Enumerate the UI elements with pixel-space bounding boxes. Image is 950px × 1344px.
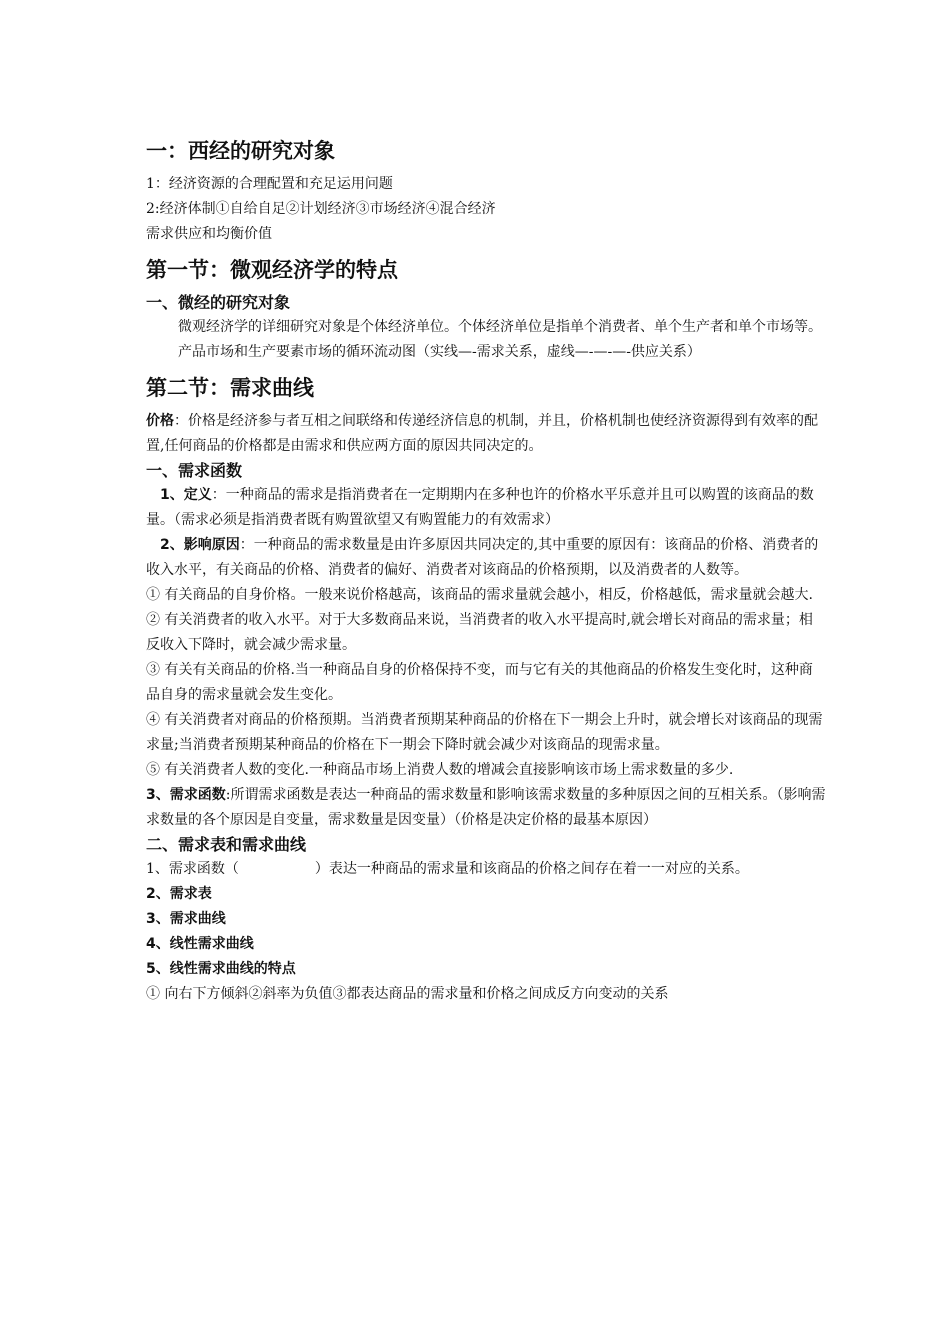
term-label: 2、影响原因 <box>160 537 240 553</box>
list-item: ⑤ 有关消费者人数的变化.一种商品市场上消费人数的增减会直接影响该市场上需求数量的多少. <box>146 762 734 778</box>
list-item-bold: 2、需求表 <box>146 886 212 902</box>
paragraph-line: 1：经济资源的合理配置和充足运用问题 <box>146 176 393 192</box>
paragraph-text: ：一种商品的需求是指消费者在一定期期内在多种也许的价格水平乐意并且可以购置的该商品的数量。（需求必须是指消费者既有购置欲望又有购置能力的有效需求） <box>146 487 814 528</box>
paragraph-text: :所谓需求函数是表达一种商品的需求数量和影响该需求数量的多种原因之间的互相关系。（影响需求数量的各个原因是自变量，需求数量是因变量）（价格是决定价格的最基本原因） <box>146 787 826 828</box>
paragraph-demand-function <box>146 783 826 833</box>
term-label: 1、定义 <box>160 487 212 503</box>
list-item: ① 有关商品的自身价格。一般来说价格越高，该商品的需求量就会越小，相反，价格越低，需求量就会越大. <box>146 587 813 603</box>
paragraph: 产品市场和生产要素市场的循环流动图（实线—-需求关系，虚线—-—-—-供应关系） <box>178 344 701 360</box>
list-item-bold: 3、需求曲线 <box>146 911 226 927</box>
section-heading-demand-curve: 第二节：需求曲线 <box>146 376 314 400</box>
paragraph-factors <box>146 533 826 583</box>
paragraph-text: ）表达一种商品的需求量和该商品的价格之间存在着一一对应的关系。 <box>314 861 749 877</box>
section-heading-micro-features: 第一节：微观经济学的特点 <box>146 258 398 282</box>
list-item-bold: 5、线性需求曲线的特点 <box>146 961 296 977</box>
paragraph-price <box>146 409 826 459</box>
section-heading-research-object: 一：西经的研究对象 <box>146 139 335 163</box>
paragraph: 微观经济学的详细研究对象是个体经济单位。个体经济单位是指单个消费者、单个生产者和单个市场等。 <box>178 319 822 335</box>
term-label: 价格 <box>146 413 174 429</box>
document-body <box>146 130 826 1007</box>
list-item-bold: 4、线性需求曲线 <box>146 936 254 952</box>
paragraph-definition <box>146 483 826 533</box>
subheading-micro-object: 一、微经的研究对象 <box>146 293 291 312</box>
list-item: ② 有关消费者的收入水平。对于大多数商品来说，当消费者的收入水平提高时,就会增长对商品的需求量；相反收入下降时，就会减少需求量。 <box>146 612 813 653</box>
term-label: 3、需求函数 <box>146 787 226 803</box>
paragraph-text: ：一种商品的需求数量是由许多原因共同决定的,其中重要的原因有：该商品的价格、消费者的收入水平，有关商品的价格、消费者的偏好、消费者对该商品的价格预期，以及消费者的人数等。 <box>146 537 819 578</box>
paragraph-text: ：价格是经济参与者互相之间联络和传递经济信息的机制，并且，价格机制也使经济资源得到有效率的配置,任何商品的价格都是由需求和供应两方面的原因共同决定的。 <box>146 413 818 454</box>
paragraph-demand-relation <box>146 857 826 882</box>
paragraph-line: 需求供应和均衡价值 <box>146 226 272 242</box>
paragraph-line: 2:经济体制①自给自足②计划经济③市场经济④混合经济 <box>146 201 496 217</box>
list-item: ③ 有关有关商品的价格.当一种商品自身的价格保持不变，而与它有关的其他商品的价格发生变化时，这种商品自身的需求量就会发生变化。 <box>146 662 813 703</box>
list-item: ④ 有关消费者对商品的价格预期。当消费者预期某种商品的价格在下一期会上升时，就会增长对该商品的现需求量;当消费者预期某种商品的价格在下一期会下降时就会减少对该商品的现需求量。 <box>146 712 823 753</box>
subheading-demand-function: 一、需求函数 <box>146 461 243 480</box>
paragraph-text: 1、需求函数（ <box>146 861 239 877</box>
subheading-demand-table-curve: 二、需求表和需求曲线 <box>146 835 307 854</box>
list-item: ① 向右下方倾斜②斜率为负值③都表达商品的需求量和价格之间成反方向变动的关系 <box>146 986 669 1002</box>
